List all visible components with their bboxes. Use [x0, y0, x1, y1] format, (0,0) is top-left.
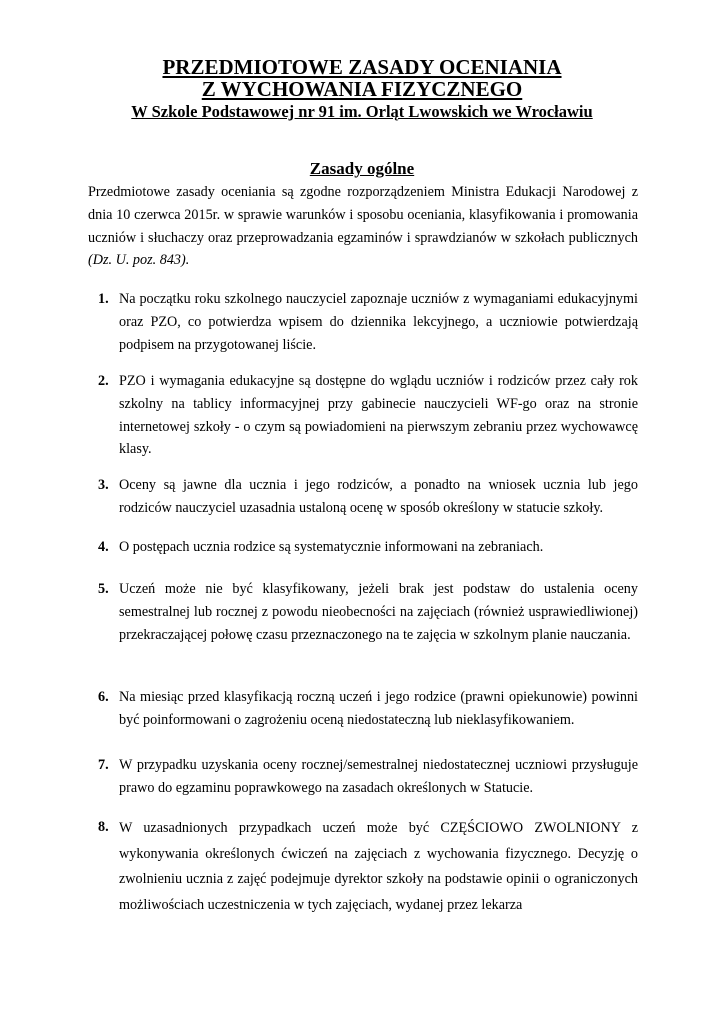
list-item-number: 6.	[98, 689, 109, 705]
list-item-number: 5.	[98, 581, 109, 597]
list-item-number: 3.	[98, 477, 109, 493]
intro-text: Przedmiotowe zasady oceniania są zgodne rozporządzeniem Ministra Edukacji Narodowej z dnia 10 czerwca 2015r. w sprawie warunków i sposobu oceniania, klasyfikowania i promowania uczniów i słuchaczy oraz przeprowadzania egzaminów i sprawdzianów w szkołach publicznych	[88, 184, 638, 246]
list-item-text: O postępach ucznia rodzice są systematycznie informowani na zebraniach.	[119, 539, 544, 555]
list-item-text: PZO i wymagania edukacyjne są dostępne do wglądu uczniów i rodziców przez cały rok szkolny na tablicy informacyjnej przy gabinecie nauczycieli WF-go oraz na stronie internetowej szkoły - o czym są powiadomieni na pierwszym zebraniu przez wychowawcę klasy.	[119, 373, 638, 458]
document-title-line1: PRZEDMIOTOWE ZASADY OCENIANIA	[162, 55, 562, 79]
list-item-number: 1.	[98, 291, 109, 307]
document-title-line2: Z WYCHOWANIA FIZYCZNEGO	[201, 77, 523, 101]
list-item-text: Na miesiąc przed klasyfikacją roczną uczeń i jego rodzice (prawni opiekunowie) powinni być poinformowani o zagrożeniu oceną niedostateczną lub nieklasyfikowaniem.	[119, 689, 638, 728]
list-item-text: W przypadku uzyskania oceny rocznej/semestralnej niedostatecznej uczniowi przysługuje prawo do egzaminu poprawkowego na zasadach określonych w Statucie.	[119, 757, 638, 796]
list-item-number: 8.	[98, 819, 109, 835]
intro-citation: (Dz. U. poz. 843).	[88, 252, 190, 269]
list-item-text: Oceny są jawne dla ucznia i jego rodziców, a ponadto na wniosek ucznia lub jego rodziców nauczyciel uzasadnia ustaloną ocenę w sposób określony w statucie szkoły.	[119, 477, 638, 516]
intro-paragraph	[88, 181, 638, 272]
list-item-text: Na początku roku szkolnego nauczyciel zapoznaje uczniów z wymaganiami edukacyjnymi oraz PZO, co potwierdza wpisem do dziennika lekcyjnego, a uczniowie potwierdzają podpisem na przygotowanej liście.	[119, 291, 638, 353]
section-heading: Zasady ogólne	[309, 159, 415, 178]
list-item-number: 7.	[98, 757, 109, 773]
list-item-number: 2.	[98, 373, 109, 389]
list-item-text: W uzasadnionych przypadkach uczeń może być CZĘŚCIOWO ZWOLNIONY z wykonywania określonych ćwiczeń na zajęciach z wychowania fizycznego. Decyzję o zwolnieniu ucznia z zajęć podejmuje dyrektor szkoły na podstawie opinii o ograniczonych możliwościach uczestniczenia w tych zajęciach, wydanej przez lekarza	[119, 820, 638, 913]
list-item-text: Uczeń może nie być klasyfikowany, jeżeli brak jest podstaw do ustalenia oceny semestralnej lub rocznej z powodu nieobecności na zajęciach (również usprawiedliwionej) przekraczającej połowę czasu przeznaczonego na te zajęcia w szkolnym planie nauczania.	[119, 581, 638, 643]
list-item-number: 4.	[98, 539, 109, 555]
document-subtitle: W Szkole Podstawowej nr 91 im. Orląt Lwowskich we Wrocławiu	[131, 102, 593, 121]
